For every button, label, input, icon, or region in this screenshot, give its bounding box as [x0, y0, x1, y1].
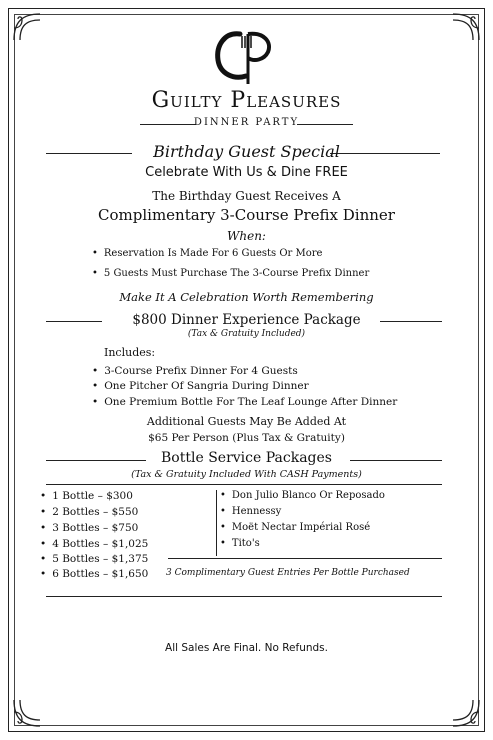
bottles-heading: Bottle Service Packages [161, 450, 332, 466]
bottle-brand: • Don Julio Blanco Or Reposado [220, 490, 385, 501]
bottle-price: • 1 Bottle – $300 [40, 490, 133, 502]
birthday-line-1: Celebrate With Us & Dine FREE [145, 165, 348, 180]
package-subheading: (Tax & Gratuity Included) [187, 329, 306, 339]
additional-guests-line-1: Additional Guests May Be Added At [146, 415, 347, 428]
rule-entries [168, 558, 442, 559]
logo-monogram-icon [206, 26, 286, 88]
footer-note: All Sales Are Final. No Refunds. [165, 642, 328, 654]
package-item: • One Premium Bottle For The Leaf Lounge After Dinner [92, 396, 397, 408]
bottle-brand: • Moët Nectar Impérial Rosé [220, 522, 370, 533]
rule-bottles-top [46, 484, 442, 485]
package-item: • One Pitcher Of Sangria During Dinner [92, 380, 309, 392]
brand-tagline: DINNER PARTY [193, 117, 300, 128]
rule-bottles-bottom [46, 596, 442, 597]
corner-ornament-top-right [449, 10, 483, 44]
additional-guests-line-2: $65 Per Person (Plus Tax & Gratuity) [148, 432, 345, 444]
brand-name: Guilty Pleasures [151, 88, 342, 113]
birthday-line-2: The Birthday Guest Receives A [152, 189, 341, 203]
package-heading: $800 Dinner Experience Package [132, 312, 361, 328]
corner-ornament-bottom-left [10, 696, 44, 730]
corner-ornament-bottom-right [449, 696, 483, 730]
bottle-price: • 3 Bottles – $750 [40, 522, 138, 534]
condition-item: • Reservation Is Made For 6 Guests Or More [92, 248, 322, 259]
birthday-line-3: Complimentary 3-Course Prefix Dinner [98, 206, 395, 224]
bottles-subheading: (Tax & Gratuity Included With CASH Payments) [131, 469, 362, 480]
corner-ornament-top-left [10, 10, 44, 44]
bottle-brand: • Hennessy [220, 506, 281, 517]
birthday-closing: Make It A Celebration Worth Remembering [119, 290, 374, 304]
bottle-price: • 4 Bottles – $1,025 [40, 538, 148, 550]
bottle-brand: • Tito's [220, 538, 260, 549]
condition-item: • 5 Guests Must Purchase The 3-Course Prefix Dinner [92, 268, 369, 279]
bottles-column-divider [216, 490, 217, 556]
bottle-price: • 2 Bottles – $550 [40, 506, 138, 518]
when-label: When: [227, 229, 266, 243]
entries-note: 3 Complimentary Guest Entries Per Bottle Purchased [166, 568, 410, 578]
birthday-heading: Birthday Guest Special [153, 142, 340, 161]
includes-label: Includes: [104, 346, 156, 359]
package-item: • 3-Course Prefix Dinner For 4 Guests [92, 365, 298, 377]
bottle-price: • 6 Bottles – $1,650 [40, 568, 148, 580]
bottle-price: • 5 Bottles – $1,375 [40, 553, 148, 565]
